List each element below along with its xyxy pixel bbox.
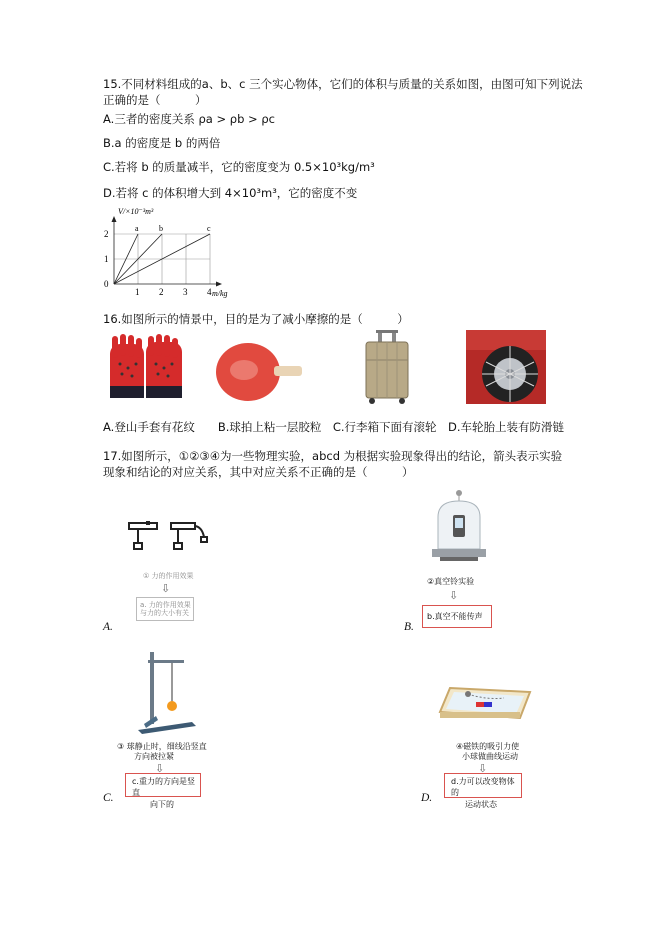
b-conclusion-text: b.真空不能传声 <box>427 612 483 621</box>
luggage-picture <box>362 330 412 405</box>
c-conclusion-box <box>125 773 201 809</box>
magnet-ball-picture <box>438 682 532 726</box>
c-arrow: ⇩ <box>155 762 165 775</box>
x-tick-label: 1 <box>135 287 140 297</box>
d-arrow: ⇩ <box>478 762 488 775</box>
q16-options: A.登山手套有花纹 B.球拍上粘一层胶粒 C.行李箱下面有滚轮 D.车轮胎上装有防滑链 <box>103 420 565 434</box>
y-tick-label: 1 <box>104 254 109 264</box>
origin-label: 0 <box>104 279 109 289</box>
q17-label-d: D. <box>421 792 433 804</box>
c-conclusion-text-line1: c.重力的方向是竖直 <box>132 777 195 797</box>
x-axis-label: m/kg <box>212 289 228 298</box>
volume-mass-chart <box>100 200 250 300</box>
paddle-picture <box>212 340 304 402</box>
c-conclusion-text-line2: 向下的 <box>150 800 174 809</box>
q15-stem-line1: 15.不同材料组成的a、b、c 三个实心物体，它们的体积与质量的关系如图，由图可知下列说法 <box>103 77 583 91</box>
q17-label-a: A. <box>103 621 113 633</box>
a-conclusion-text: a. 力的作用效果与力的大小有关 <box>140 601 191 617</box>
d-conclusion-text-line1: d.力可以改变物体的 <box>451 777 515 797</box>
q15-option-a: A.三者的密度关系 ρa > ρb > ρc <box>103 112 275 126</box>
gloves-picture <box>108 334 186 404</box>
d-conclusion-box <box>444 773 522 809</box>
a-conclusion-box <box>136 597 194 621</box>
q16-stem: 16.如图所示的情景中，目的是为了减小摩擦的是（ ） <box>103 312 409 326</box>
a-caption: ① 力的作用效果 <box>143 572 194 580</box>
plumb-line-picture <box>136 650 206 734</box>
q17-stem-line1: 17.如图所示，①②③④为一些物理实验，abcd 为根据实验现象得出的结论，箭头表示实验 <box>103 449 563 463</box>
bell-jar-picture <box>430 489 488 563</box>
d-conclusion-text-line2: 运动状态 <box>465 800 497 809</box>
b-conclusion-box <box>422 605 492 628</box>
series-label-c: c <box>207 224 211 233</box>
x-axis-arrow <box>216 282 222 287</box>
x-tick-label: 3 <box>183 287 188 297</box>
b-arrow: ⇩ <box>449 589 459 602</box>
d-caption-line2: 小球做曲线运动 <box>462 752 518 761</box>
x-tick-label: 4 <box>207 287 212 297</box>
force-effect-picture <box>126 517 216 557</box>
c-caption-line1: ③ 球静止时，细线沿竖直 <box>117 742 207 751</box>
q17-label-c: C. <box>103 792 114 804</box>
q15-option-b: B.a 的密度是 b 的两倍 <box>103 136 221 150</box>
q15-stem-line2: 正确的是（ ） <box>103 93 207 107</box>
b-caption: ②真空铃实验 <box>427 577 475 586</box>
series-label-b: b <box>159 224 163 233</box>
a-arrow: ⇩ <box>161 582 171 595</box>
y-axis-label: V/×10⁻³m³ <box>118 207 154 216</box>
d-caption-line1: ④磁铁的吸引力使 <box>456 742 520 751</box>
series-label-a: a <box>135 224 139 233</box>
y-tick-label: 2 <box>104 229 109 239</box>
q17-stem-line2: 现象和结论的对应关系，其中对应关系不正确的是（ ） <box>103 465 414 479</box>
c-caption-line2: 方向被拉紧 <box>134 752 174 761</box>
tire-chain-picture <box>466 330 546 404</box>
y-axis-arrow <box>112 216 117 222</box>
x-tick-label: 2 <box>159 287 164 297</box>
q15-option-d: D.若将 c 的体积增大到 4×10³m³，它的密度不变 <box>103 186 358 200</box>
q15-option-c: C.若将 b 的质量减半，它的密度变为 0.5×10³kg/m³ <box>103 160 375 174</box>
q17-label-b: B. <box>404 621 414 633</box>
